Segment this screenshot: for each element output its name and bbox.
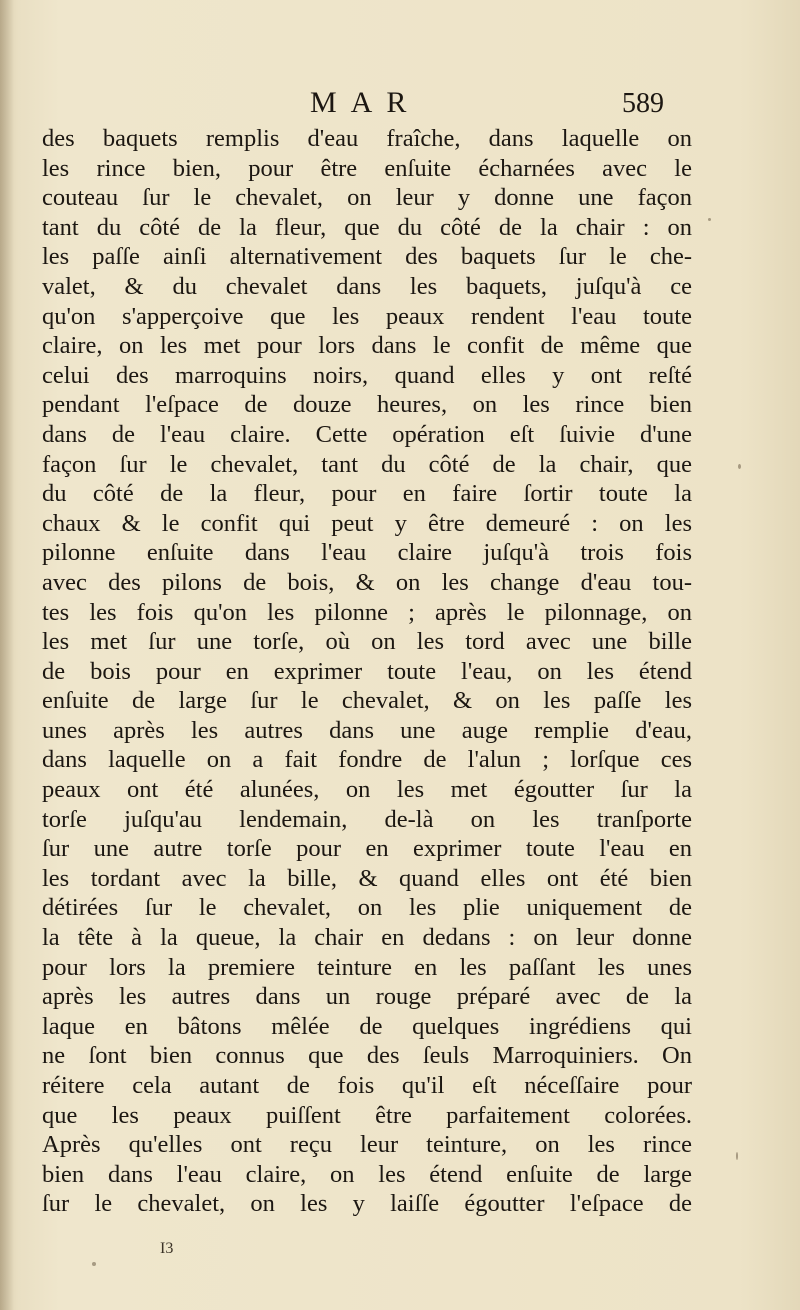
- text-line: enſuite de large ſur le chevalet, & on les paſſe les: [42, 687, 692, 715]
- binding-shadow: [0, 0, 14, 1310]
- text-line: les met ſur une torſe, où on les tord avec une bille: [42, 628, 692, 656]
- text-line: les tordant avec la bille, & quand elles ont été bien: [42, 864, 692, 892]
- text-line: ſur une autre torſe pour en exprimer toute l'eau en: [42, 835, 692, 863]
- text-line: les rince bien, pour être enſuite écharnées avec le: [42, 154, 692, 182]
- text-line: claire, on les met pour lors dans le confit de même que: [42, 332, 692, 360]
- text-line: de bois pour en exprimer toute l'eau, on les étend: [42, 657, 692, 685]
- page-number: 589: [622, 88, 664, 119]
- text-line: tes les fois qu'on les pilonne ; après le pilonnage, on: [42, 598, 692, 626]
- paper-speck: [92, 1262, 96, 1266]
- text-line: celui des marroquins noirs, quand elles y ont reſté: [42, 361, 692, 389]
- text-line: valet, & du chevalet dans les baquets, juſqu'à ce: [42, 272, 692, 300]
- text-line: bien dans l'eau claire, on les étend enſuite de large: [42, 1160, 692, 1188]
- paper-speck: [738, 464, 741, 469]
- text-line: torſe juſqu'au lendemain, de-là on les tranſporte: [42, 805, 692, 833]
- body-text: [42, 124, 692, 1219]
- text-line: dans laquelle on a fait fondre de l'alun ; lorſque ces: [42, 746, 692, 774]
- paper-speck: [708, 218, 711, 221]
- text-line: avec des pilons de bois, & on les change d'eau tou-: [42, 568, 692, 596]
- page-header: [0, 86, 800, 126]
- text-line: qu'on s'apperçoive que les peaux rendent l'eau toute: [42, 302, 692, 330]
- text-line: que les peaux puiſſent être parfaitement colorées.: [42, 1101, 692, 1129]
- signature-mark: I3: [160, 1240, 174, 1257]
- text-line: la tête à la queue, la chair en dedans : on leur donne: [42, 924, 692, 952]
- text-line: peaux ont été alunées, on les met égoutter ſur la: [42, 776, 692, 804]
- text-line: Après qu'elles ont reçu leur teinture, on les rince: [42, 1131, 692, 1159]
- text-line: des baquets remplis d'eau fraîche, dans laquelle on: [42, 125, 692, 152]
- text-line: chaux & le confit qui peut y être demeuré : on les: [42, 509, 692, 537]
- text-line: unes après les autres dans une auge remplie d'eau,: [42, 716, 692, 744]
- text-line: les paſſe ainſi alternativement des baquets ſur le che-: [42, 243, 692, 271]
- text-line: dans de l'eau claire. Cette opération eſt ſuivie d'une: [42, 420, 692, 448]
- text-line: détirées ſur le chevalet, on les plie uniquement de: [42, 894, 692, 922]
- text-line: laque en bâtons mêlée de quelques ingrédiens qui: [42, 1012, 692, 1040]
- text-line: après les autres dans un rouge préparé avec de la: [42, 983, 692, 1011]
- paper-speck: [736, 1152, 738, 1160]
- text-line: pour lors la premiere teinture en les paſſant les unes: [42, 953, 692, 981]
- text-line: tant du côté de la fleur, que du côté de la chair : on: [42, 213, 692, 241]
- text-line: façon ſur le chevalet, tant du côté de la chair, que: [42, 450, 692, 478]
- running-head: MAR: [310, 86, 421, 119]
- text-line: pilonne enſuite dans l'eau claire juſqu'à trois fois: [42, 539, 692, 567]
- text-line: pendant l'eſpace de douze heures, on les rince bien: [42, 391, 692, 419]
- text-line: ſur le chevalet, on les y laiſſe égoutter l'eſpace de: [42, 1190, 692, 1218]
- text-line: du côté de la fleur, pour en faire ſortir toute la: [42, 480, 692, 508]
- text-line: ne ſont bien connus que des ſeuls Marroquiniers. On: [42, 1042, 692, 1070]
- text-line: réitere cela autant de fois qu'il eſt néceſſaire pour: [42, 1072, 692, 1099]
- text-line: couteau ſur le chevalet, on leur y donne une façon: [42, 184, 692, 212]
